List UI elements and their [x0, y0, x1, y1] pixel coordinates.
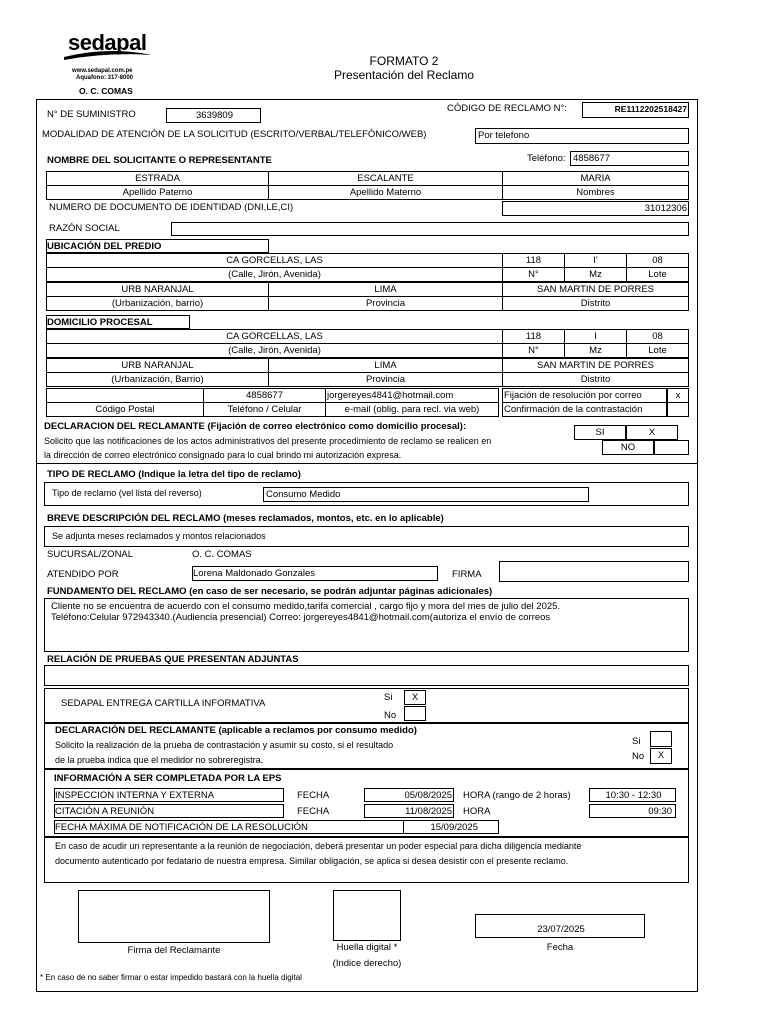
huella-box[interactable]: [333, 890, 401, 941]
eps-row2-fecha[interactable]: 11/08/2025: [364, 804, 454, 818]
procesal-calle-label: (Calle, Jirón, Avenida): [46, 343, 503, 358]
fundamento-line2: Teléfono:Celular 972943340.(Audiencia presencial) Correo: jorgereyes4841@hotmail.com(autoriza el envío de correos: [51, 612, 551, 623]
procesal-urb-field[interactable]: URB NARANJAL: [46, 358, 269, 373]
section-divider: [36, 463, 698, 464]
procesal-calle-field[interactable]: CA GORCELLAS, LAS: [46, 329, 503, 344]
prueba-no-label: No: [632, 751, 645, 762]
fijacion-label: Fijación de resolución por correo: [502, 388, 667, 403]
predio-mz-field[interactable]: I': [564, 253, 627, 268]
cartilla-si-checkbox[interactable]: X: [404, 690, 426, 705]
predio-numero-field[interactable]: 118: [502, 253, 565, 268]
tipo-title: TIPO DE RECLAMO (Indique la letra del tipo de reclamo): [47, 469, 301, 480]
prueba-no-checkbox[interactable]: X: [650, 748, 672, 764]
prueba-si-label: Si: [632, 736, 641, 747]
nombres-field[interactable]: MARIA: [502, 171, 689, 186]
breve-value[interactable]: Se adjunta meses reclamados y montos relacionados: [52, 531, 266, 541]
cartilla-label: SEDAPAL ENTREGA CARTILLA INFORMATIVA: [61, 698, 266, 709]
eps-row1-fecha-label: FECHA: [297, 790, 330, 801]
procesal-label: DOMICILIO PROCESAL: [46, 315, 190, 329]
prueba-si-checkbox[interactable]: [650, 731, 672, 747]
postal-label: Código Postal: [46, 402, 204, 417]
predio-distrito-label: Distrito: [502, 296, 689, 311]
fijacion-checkbox[interactable]: x: [667, 388, 689, 403]
materno-label: Apellido Materno: [268, 185, 503, 200]
procesal-mz-field[interactable]: I: [564, 329, 627, 344]
postal-field[interactable]: [46, 388, 204, 403]
correo-no-checkbox[interactable]: [654, 440, 689, 455]
codigo-field[interactable]: RE1112202518427: [582, 102, 689, 118]
procesal-lote-field[interactable]: 08: [626, 329, 689, 344]
suministro-field[interactable]: 3639809: [166, 108, 261, 123]
eps-row1-hora-label: HORA (rango de 2 horas): [463, 790, 571, 801]
nombres-label: Nombres: [502, 185, 689, 200]
eps-row1-fecha[interactable]: 05/08/2025: [364, 788, 454, 802]
documento-label: NUMERO DE DOCUMENTO DE IDENTIDAD (DNI,LE,CI): [49, 202, 294, 213]
correo-si-checkbox[interactable]: X: [626, 425, 678, 440]
predio-provincia-label: Provincia: [268, 296, 503, 311]
declaracion-correo-heading-rest: (Fijación de correo electrónico como domicilio procesal):: [207, 421, 467, 432]
documento-field[interactable]: 31012306: [502, 201, 689, 216]
predio-lote-field[interactable]: 08: [626, 253, 689, 268]
declaracion-prueba-heading: DECLARACIÓN DEL RECLAMANTE: [55, 725, 216, 736]
tipo-label: Tipo de reclamo (vel lista del reverso): [52, 488, 202, 498]
materno-field[interactable]: ESCALANTE: [268, 171, 503, 186]
eps-row1-label: INSPECCION INTERNA Y EXTERNA: [54, 788, 284, 802]
declaracion-correo-heading: DECLARACION DEL RECLAMANTE: [44, 421, 205, 432]
firma-box[interactable]: [499, 561, 689, 582]
suministro-label: N° DE SUMINISTRO: [47, 109, 136, 120]
firma-reclamante-label: Firma del Reclamante: [127, 945, 221, 956]
paterno-field[interactable]: ESTRADA: [46, 171, 269, 186]
tipo-field[interactable]: Consumo Medido: [263, 487, 589, 502]
predio-label: UBICACIÓN DEL PREDIO: [46, 239, 269, 253]
eps-row2-label: CITACIÓN A REUNIÓN: [54, 804, 284, 818]
procesal-lote-label: Lote: [626, 343, 689, 358]
eps-row3-fecha[interactable]: 15/09/2025: [403, 820, 499, 834]
logo-web: www.sedapal.com.pe: [72, 68, 133, 74]
predio-distrito-field[interactable]: SAN MARTIN DE PORRES: [502, 282, 689, 297]
correo-no-label: NO: [602, 440, 654, 455]
procesal-telefono-label: Teléfono / Celular: [203, 402, 326, 417]
procesal-distrito-field[interactable]: SAN MARTIN DE PORRES: [502, 358, 689, 373]
aviso-line1: En caso de acudir un representante a la reunión de negociación, deberá presentar un poder especial para dicha diligencia mediante: [55, 841, 582, 851]
razon-label: RAZÓN SOCIAL: [49, 223, 120, 234]
eps-row2-hora[interactable]: 09:30: [589, 804, 676, 818]
correo-si-label: SI: [574, 425, 626, 440]
fecha-field[interactable]: 23/07/2025: [475, 914, 645, 938]
confirmacion-label: Confirmación de la contrastación: [502, 402, 667, 417]
firma-label: FIRMA: [452, 569, 482, 580]
huella-label: Huella digital *: [336, 942, 398, 953]
eps-row2-fecha-label: FECHA: [297, 806, 330, 817]
procesal-numero-label: N°: [502, 343, 565, 358]
declaracion-prueba-line2: de la prueba indica que el medidor no sobreregistra.: [55, 755, 264, 765]
procesal-urb-label: (Urbanización, Barrio): [46, 372, 269, 387]
predio-urb-field[interactable]: URB NARANJAL: [46, 282, 269, 297]
procesal-distrito-label: Distrito: [502, 372, 689, 387]
fecha-label: Fecha: [546, 942, 574, 953]
declaracion-prueba-line1: Solicito la realización de la prueba de contrastación y asumir su costo, si el resultado: [55, 740, 394, 750]
firma-reclamante-box[interactable]: [78, 890, 270, 943]
cartilla-si-label: Si: [384, 692, 393, 703]
aviso-line2: documento autenticado por fedatario de nuestra empresa. Similar obligación, se aplica si desea desistir con el presente reclamo.: [55, 856, 569, 866]
paterno-label: Apellido Paterno: [46, 185, 269, 200]
sucursal-value: O. C. COMAS: [192, 549, 252, 560]
email-label: e-mail (oblig. para recl. via web): [325, 402, 499, 417]
telefono-label: Teléfono:: [527, 153, 566, 164]
huella-sub: (Indice derecho): [332, 958, 402, 969]
atendido-label: ATENDIDO POR: [47, 569, 119, 580]
eps-title: INFORMACIÓN A SER COMPLETADA POR LA EPS: [54, 773, 282, 784]
pruebas-box[interactable]: [44, 665, 689, 686]
logo-wordmark: sedapal: [68, 30, 147, 55]
predio-calle-field[interactable]: CA GORCELLAS, LAS: [46, 253, 503, 268]
modalidad-field[interactable]: Por telefono: [475, 128, 689, 144]
cartilla-no-label: No: [384, 710, 397, 721]
codigo-label: CÓDIGO DE RECLAMO N°:: [447, 103, 567, 114]
predio-calle-label: (Calle, Jirón, Avenida): [46, 267, 503, 282]
declaracion-prueba-heading-rest: (aplicable a reclamos por consumo medido): [218, 725, 417, 736]
confirmacion-checkbox[interactable]: [667, 402, 689, 417]
procesal-numero-field[interactable]: 118: [502, 329, 565, 344]
office-name: O. C. COMAS: [79, 86, 133, 96]
cartilla-no-checkbox[interactable]: [404, 706, 426, 721]
form-subtitle: Presentación del Reclamo: [333, 68, 475, 82]
declaracion-correo-title: [44, 422, 466, 432]
email-field[interactable]: jorgereyes4841@hotmail.com: [325, 388, 499, 403]
logo-phone: Aquafono: 317-8000: [76, 75, 134, 81]
procesal-telefono-field[interactable]: 4858677: [203, 388, 326, 403]
telefono-field[interactable]: 4858677: [570, 151, 689, 166]
sucursal-label: SUCURSAL/ZONAL: [47, 549, 134, 560]
predio-provincia-field[interactable]: LIMA: [268, 282, 503, 297]
atendido-field[interactable]: Lorena Maldonado Gonzales: [192, 566, 438, 581]
eps-row1-hora[interactable]: 10:30 - 12:30: [589, 788, 676, 802]
fundamento-title: FUNDAMENTO DEL RECLAMO (en caso de ser necesario, se podrán adjuntar páginas adicionales): [47, 586, 493, 597]
nota-huella: * En caso de no saber firmar o estar impedido bastará con la huella digital: [40, 973, 302, 982]
procesal-provincia-field[interactable]: LIMA: [268, 358, 503, 373]
procesal-provincia-label: Provincia: [268, 372, 503, 387]
predio-urb-label: (Urbanización, barrio): [46, 296, 269, 311]
breve-title: BREVE DESCRIPCIÓN DEL RECLAMO (meses reclamados, montos, etc. en lo aplicable): [47, 513, 444, 524]
fundamento-line1: Cliente no se encuentra de acuerdo con el consumo medido,tarifa comercial , cargo fijo y mora del mes de julio del 2025.: [51, 601, 561, 612]
predio-numero-label: N°: [502, 267, 565, 282]
pruebas-title: RELACIÓN DE PRUEBAS QUE PRESENTAN ADJUNTAS: [47, 654, 299, 665]
declaracion-correo-line2: la dirección de correo electrónico consignado para lo cual brindo mi autorización expresa.: [44, 450, 402, 460]
procesal-mz-label: Mz: [564, 343, 627, 358]
razon-field[interactable]: [171, 222, 689, 236]
predio-lote-label: Lote: [626, 267, 689, 282]
predio-mz-label: Mz: [564, 267, 627, 282]
declaracion-correo-line1: Solicito que las notificaciones de los actos administrativos del presente procedimiento de reclamo se realicen en: [44, 436, 492, 446]
eps-row2-hora-label: HORA: [463, 806, 491, 817]
declaracion-prueba-title: [55, 726, 417, 736]
eps-row3-label: FECHA MÁXIMA DE NOTIFICACIÓN DE LA RESOLUCIÓN: [54, 820, 404, 834]
modalidad-label: MODALIDAD DE ATENCIÓN DE LA SOLICITUD (ESCRITO/VERBAL/TELEFÓNICO/WEB): [42, 129, 427, 140]
solicitante-label: NOMBRE DEL SOLICITANTE O REPRESENTANTE: [47, 155, 272, 166]
form-title: FORMATO 2: [369, 54, 439, 68]
